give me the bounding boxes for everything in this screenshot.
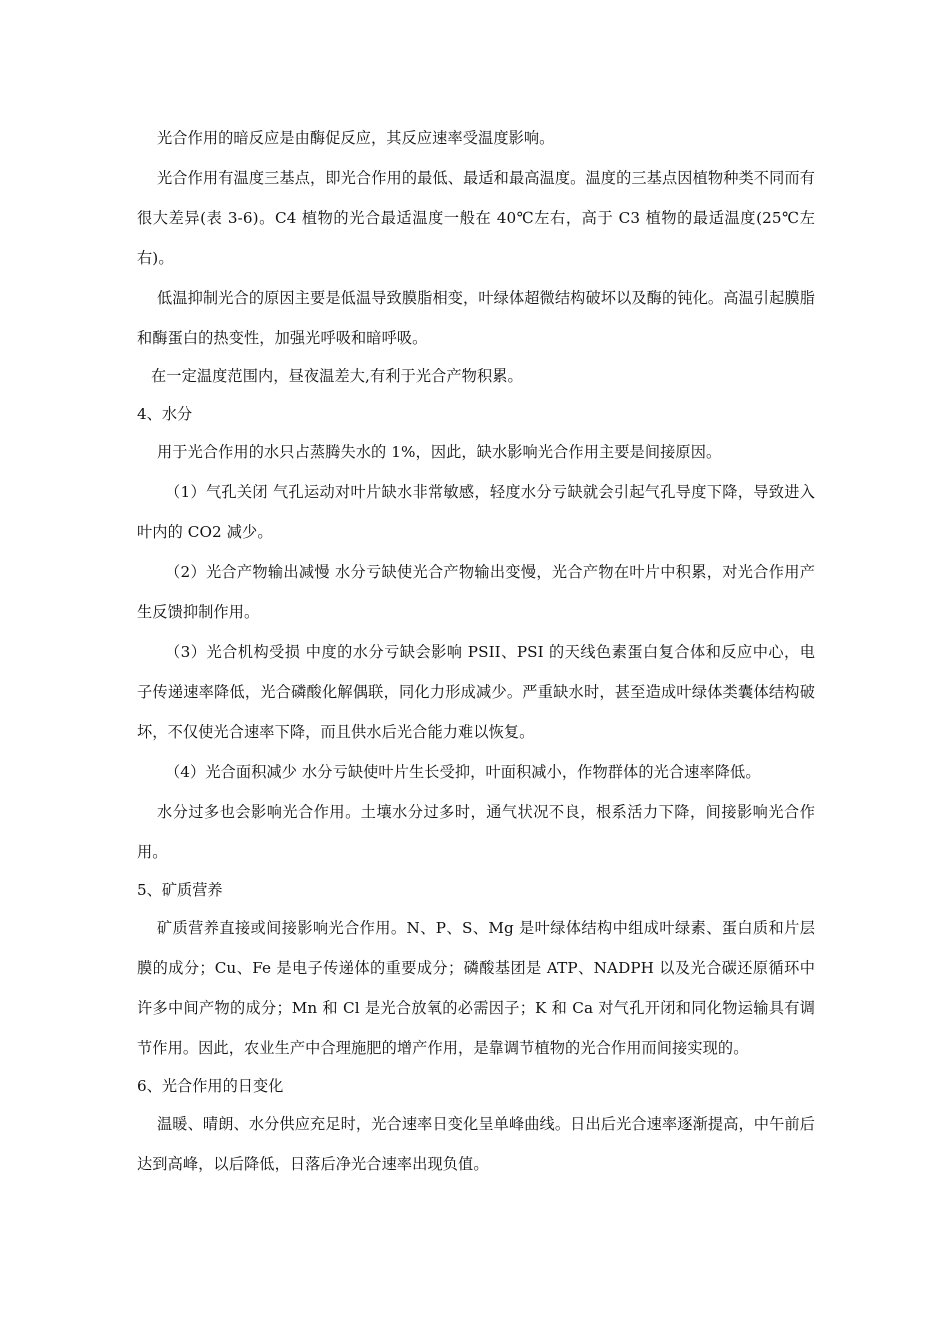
document-body bbox=[137, 118, 815, 1184]
paragraph-dark-reaction: 光合作用的暗反应是由酶促反应，其反应速率受温度影响。 bbox=[157, 129, 555, 147]
section-heading-water: 4、水分 bbox=[137, 405, 193, 423]
paragraph-minerals: 矿质营养直接或间接影响光合作用。N、P、S、Mg 是叶绿体结构中组成叶绿素、蛋白质和片层膜的成分；Cu、Fe 是电子传递体的重要成分；磷酸基团是 ATP、NADPH 以及光合碳还原循环中许多中间产物的成分；Mn 和 Cl 是光合放氧的必需因子；K 和 Ca 对气孔开闭和同化物运输具有调节作用。因此，农业生产中合理施肥的增产作用，是靠调节植物的光合作用而间接实现的。 bbox=[137, 919, 815, 1057]
paragraph-water-intro: 用于光合作用的水只占蒸腾失水的 1%，因此，缺水影响光合作用主要是间接原因。 bbox=[157, 443, 722, 461]
paragraph-excess-water: 水分过多也会影响光合作用。土壤水分过多时，通气状况不良，根系活力下降，间接影响光合作用。 bbox=[137, 803, 815, 861]
list-item-apparatus: （3）光合机构受损 中度的水分亏缺会影响 PSII、PSI 的天线色素蛋白复合体和反应中心，电子传递速率降低，光合磷酸化解偶联，同化力形成减少。严重缺水时，甚至造成叶绿体类囊体结构破坏，不仅使光合速率下降，而且供水后光合能力难以恢复。 bbox=[137, 643, 815, 741]
paragraph-temperature-points: 光合作用有温度三基点，即光合作用的最低、最适和最高温度。温度的三基点因植物种类不同而有很大差异(表 3-6)。C4 植物的光合最适温度一般在 40℃左右，高于 C3 植物的最适温度(25℃左右)。 bbox=[137, 169, 815, 267]
section-heading-daily-change: 6、光合作用的日变化 bbox=[137, 1077, 284, 1095]
list-item-stomata: （1）气孔关闭 气孔运动对叶片缺水非常敏感，轻度水分亏缺就会引起气孔导度下降，导致进入叶内的 CO2 减少。 bbox=[137, 483, 815, 541]
list-item-output: （2）光合产物输出减慢 水分亏缺使光合产物输出变慢，光合产物在叶片中积累，对光合作用产生反馈抑制作用。 bbox=[137, 563, 815, 621]
list-item-area: （4）光合面积减少 水分亏缺使叶片生长受抑，叶面积减小，作物群体的光合速率降低。 bbox=[165, 763, 761, 781]
paragraph-temperature-effects: 低温抑制光合的原因主要是低温导致膜脂相变，叶绿体超微结构破坏以及酶的钝化。高温引起膜脂和酶蛋白的热变性，加强光呼吸和暗呼吸。 bbox=[137, 289, 815, 347]
section-heading-minerals: 5、矿质营养 bbox=[137, 881, 223, 899]
paragraph-daily-change: 温暖、晴朗、水分供应充足时，光合速率日变化呈单峰曲线。日出后光合速率逐渐提高，中午前后达到高峰，以后降低，日落后净光合速率出现负值。 bbox=[137, 1115, 815, 1173]
paragraph-day-night: 在一定温度范围内，昼夜温差大,有利于光合产物积累。 bbox=[151, 367, 523, 385]
